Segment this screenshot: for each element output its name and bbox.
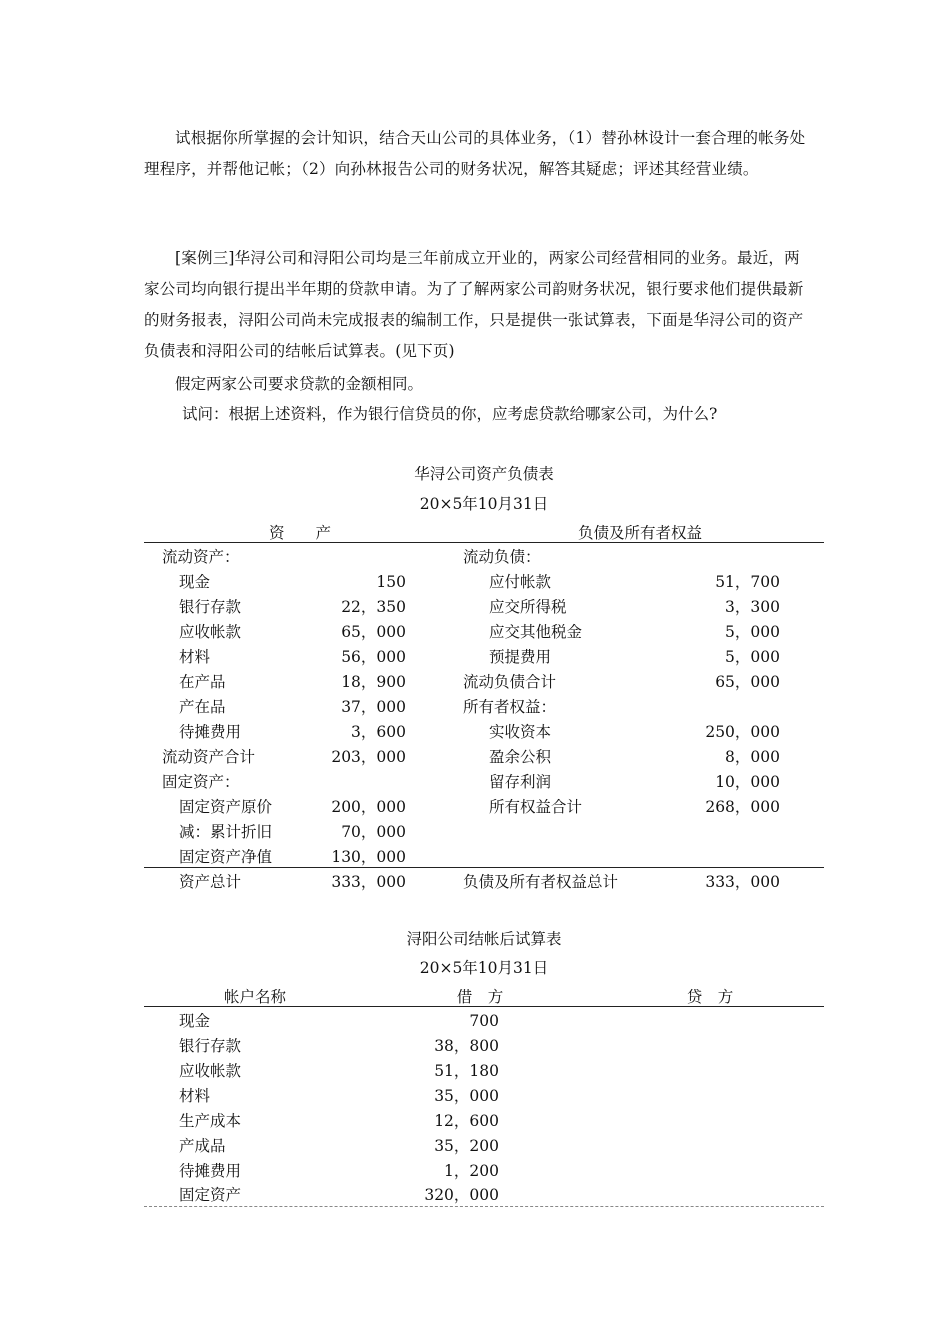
- liability-label: 流动负债合计: [463, 673, 557, 691]
- liability-label: 盈余公积: [489, 748, 552, 766]
- debit-value: 1，200: [444, 1162, 499, 1180]
- liability-label: 流动负债：: [463, 548, 541, 566]
- liability-label: 应付帐款: [489, 573, 552, 591]
- liability-value: 8，000: [725, 748, 780, 766]
- debit-header: 借 方: [456, 988, 504, 1006]
- balance-sheet-total-rule: [144, 867, 824, 868]
- asset-label: 材料: [179, 648, 211, 666]
- debit-value: 51，180: [434, 1062, 499, 1080]
- debit-value: 320，000: [424, 1186, 499, 1204]
- trial-balance-bottom-rule: [144, 1206, 824, 1207]
- account-label: 生产成本: [179, 1112, 242, 1130]
- asset-value: 56，000: [341, 648, 406, 666]
- total-assets-value: 333，000: [331, 873, 406, 891]
- asset-label: 减：累计折旧: [179, 823, 273, 841]
- liability-label: 应交其他税金: [489, 623, 583, 641]
- account-label: 固定资产: [179, 1186, 242, 1204]
- liability-value: 5，000: [725, 648, 780, 666]
- intro-paragraph: 试根据你所掌握的会计知识，结合天山公司的具体业务，（1）替孙林设计一套合理的帐务处理程序，并帮他记帐；（2）向孙林报告公司的财务状况，解答其疑虑；评述其经营业绩。: [144, 129, 806, 178]
- liability-value: 268，000: [705, 798, 780, 816]
- asset-value: 3，600: [351, 723, 406, 741]
- liability-value: 65，000: [715, 673, 780, 691]
- liability-value: 250，000: [705, 723, 780, 741]
- liability-label: 所有权益合计: [489, 798, 583, 816]
- account-label: 待摊费用: [179, 1162, 242, 1180]
- liability-label: 应交所得税: [489, 598, 567, 616]
- trial-balance-title: 浔阳公司结帐后试算表: [406, 930, 562, 948]
- debit-value: 12，600: [434, 1112, 499, 1130]
- asset-label: 现金: [179, 573, 211, 591]
- credit-header: 贷 方: [686, 988, 734, 1006]
- assets-header: 资 产: [268, 524, 331, 542]
- account-label: 产成品: [179, 1137, 226, 1155]
- balance-sheet-title: 华浔公司资产负债表: [414, 465, 554, 483]
- debit-value: 38，800: [434, 1037, 499, 1055]
- account-label: 应收帐款: [179, 1062, 242, 1080]
- debit-value: 35，200: [434, 1137, 499, 1155]
- asset-label: 固定资产：: [162, 773, 240, 791]
- asset-value: 65，000: [341, 623, 406, 641]
- asset-value: 200，000: [331, 798, 406, 816]
- asset-label: 应收帐款: [179, 623, 242, 641]
- debit-value: 35，000: [434, 1087, 499, 1105]
- debit-value: 700: [469, 1012, 499, 1030]
- asset-value: 203，000: [331, 748, 406, 766]
- liability-label: 实收资本: [489, 723, 552, 741]
- asset-label: 流动资产合计: [162, 748, 256, 766]
- asset-value: 150: [376, 573, 406, 591]
- case-paragraph: [案例三]华浔公司和浔阳公司均是三年前成立开业的，两家公司经营相同的业务。最近，两家公司均向银行提出半年期的贷款申请。为了了解两家公司韵财务状况，银行要求他们提供最新的财务报表，浔阳公司尚未完成报表的编制工作，只是提供一张试算表，下面是华浔公司的资产负债表和浔阳公司的结帐后试算表。(见下页): [144, 249, 804, 360]
- total-liabilities-label: 负债及所有者权益总计: [463, 873, 619, 891]
- asset-label: 固定资产原价: [179, 798, 273, 816]
- asset-value: 18，900: [341, 673, 406, 691]
- account-label: 材料: [179, 1087, 211, 1105]
- asset-value: 70，000: [341, 823, 406, 841]
- liability-value: 51，700: [715, 573, 780, 591]
- asset-label: 在产品: [179, 673, 226, 691]
- question-line: 试问：根据上述资料，作为银行信贷员的你，应考虑贷款给哪家公司，为什么?: [182, 405, 718, 423]
- total-assets-label: 资产总计: [179, 873, 242, 891]
- asset-value: 22，350: [341, 598, 406, 616]
- asset-value: 130，000: [331, 848, 406, 866]
- liability-value: 10，000: [715, 773, 780, 791]
- asset-label: 银行存款: [179, 598, 242, 616]
- total-liabilities-value: 333，000: [705, 873, 780, 891]
- account-label: 现金: [179, 1012, 211, 1030]
- liability-value: 3，300: [725, 598, 780, 616]
- asset-label: 固定资产净值: [179, 848, 273, 866]
- trial-balance-top-rule: [144, 1006, 824, 1007]
- liability-label: 所有者权益：: [463, 698, 557, 716]
- liability-label: 预提费用: [489, 648, 552, 666]
- liability-value: 5，000: [725, 623, 780, 641]
- balance-sheet-top-rule: [144, 542, 824, 543]
- account-name-header: 帐户名称: [223, 988, 286, 1006]
- liability-label: 留存利润: [489, 773, 552, 791]
- assumption-line: 假定两家公司要求贷款的金额相同。: [175, 375, 424, 393]
- trial-balance-date: 20×5年10月31日: [419, 959, 549, 977]
- account-label: 银行存款: [179, 1037, 242, 1055]
- liabilities-header: 负债及所有者权益: [577, 524, 702, 542]
- asset-label: 流动资产：: [162, 548, 240, 566]
- asset-label: 待摊费用: [179, 723, 242, 741]
- asset-label: 产在品: [179, 698, 226, 716]
- balance-sheet-date: 20×5年10月31日: [419, 495, 549, 513]
- asset-value: 37，000: [341, 698, 406, 716]
